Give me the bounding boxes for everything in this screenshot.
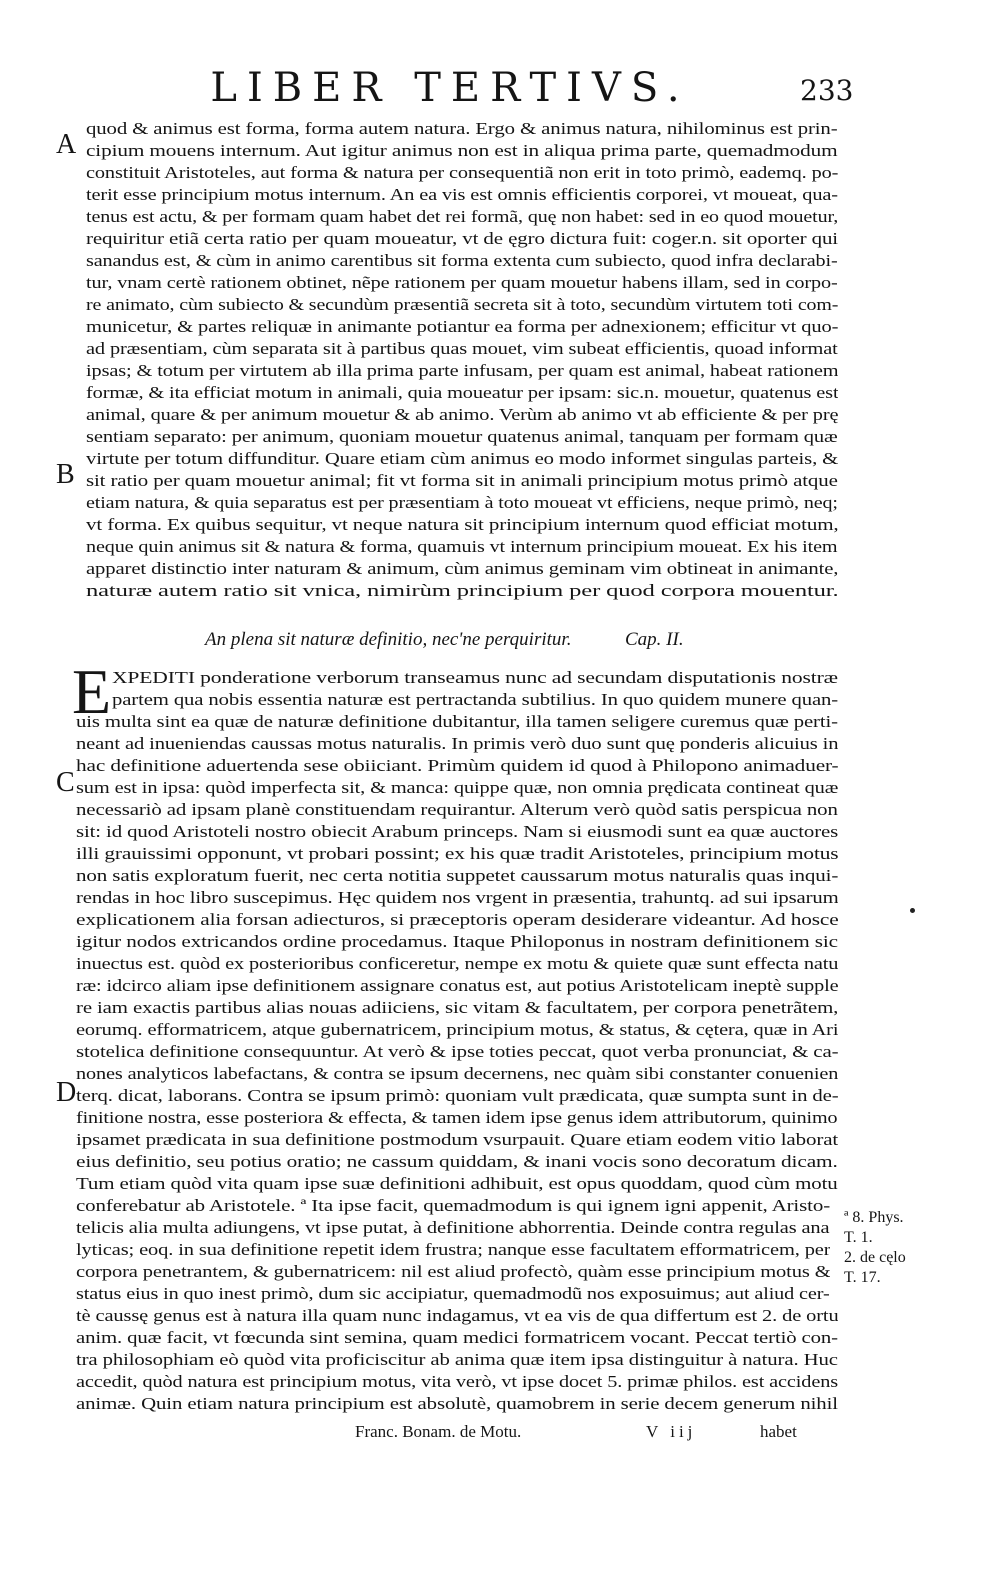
- ink-speck: [910, 908, 915, 913]
- text-line: re iam exactis partibus alias nouas adiiciens, sic vitam & facultatem, per corpora penetrãtem,: [76, 998, 839, 1017]
- side-note: T. 1.: [844, 1229, 873, 1246]
- text-line: sanandus est, & cùm in animo carentibus sit forma extenta cum subiecto, quod infra declarabi-: [86, 251, 838, 270]
- text-line: explicationem alia forsan adiecturos, si præceptoris operam desiderare videantur. Ad hosce: [76, 910, 839, 929]
- side-note: 2. de cęlo: [844, 1249, 906, 1266]
- margin-letter-d: D: [56, 1077, 77, 1108]
- text-line: conferebatur ab Aristotele. ª Ita ipse facit, quemadmodum is qui ignem igni appenit, Aristo-: [76, 1196, 831, 1215]
- text-line: re animato, cùm subiecto & secundùm præsentiã secreta sit à toto, secundùm virtutem toti com-: [86, 295, 839, 314]
- text-line: animal, quare & per animum mouetur & ab animo. Verùm ab animo vt ab efficiente & per prę: [86, 405, 839, 424]
- text-line: neant ad inueniendas caussas motus naturalis. In primis verò duo sunt quę ponderis alicuius in: [76, 734, 839, 753]
- text-line: constituit Aristoteles, aut forma & natura per consequentiã non erit in toto primò, eademq. po-: [86, 163, 839, 182]
- text-line: status eius in quo inest primò, dum sic accipiatur, quemadmodũ nos exposuimus; aut aliud cer-: [76, 1284, 830, 1303]
- text-line: nones analyticos labefactans, & contra se ipsum decernens, nec quàm sibi constanter conuenien: [76, 1064, 839, 1083]
- text-line: animæ. Quin etiam natura principium est absolutè, quamobrem in serie decem generum nihil: [76, 1394, 838, 1413]
- text-line: tra philosophiam eò quòd vita proficiscitur ab anima quæ item ipsa distinguitur à natura. Huc: [76, 1350, 838, 1369]
- text-line: accedit, quòd natura est principium motus, vita verò, vt ipse docet 5. primæ philos. est accidens: [76, 1372, 838, 1391]
- text-line: non satis exploratum fuerit, nec certa notitia suppetet caussarum motus naturalis quas inqui-: [76, 866, 839, 885]
- text-line: ipsamet prædicata in sua definitione postmodum vsurpauit. Quare etiam eodem vitio laborat: [76, 1130, 839, 1149]
- text-line: neque quin animus sit & natura & forma, quamuis vt internum principium moueat. Ex his item: [86, 537, 838, 556]
- text-line: terq. dicat, laborans. Contra se ipsum primò: quoniam vult prædicata, quæ sumpta sunt in de-: [76, 1086, 839, 1105]
- text-line: sit: id quod Aristoteli nostro obiecit Arabum princeps. Nam si eiusmodi sunt ea quæ auctores: [76, 822, 839, 841]
- text-line: finitione nostra, esse posteriora & effecta, & tamen idem ipse genus idem attributorum, quinimo: [76, 1108, 838, 1127]
- text-line: rendas in hoc libro suscepimus. Hęc quidem nos vrgent in præsentia, trahuntq. ad sui ipsarum: [76, 888, 839, 907]
- text-line: uis multa sint ea quæ de naturæ definitione dubitantur, illa tamen seligere curemus quæ perti-: [76, 712, 838, 731]
- running-title: LIBER TERTIVS.: [210, 65, 690, 111]
- text-line: partem qua nobis essentia naturæ est pertractanda subtilius. In quo quidem munere quan-: [112, 690, 839, 709]
- text-line: etiam natura, & quia separatus est per præsentiam à toto moueat vt efficiens, neque primò, neq;: [86, 493, 838, 512]
- text-line: igitur nodos extricandos ordine procedamus. Itaque Philoponus in nostram definitionem sic: [76, 932, 838, 951]
- text-line: corpora penetrantem, & gubernatricem: nil est aliud profectò, quàm esse principium motus &: [76, 1262, 831, 1281]
- chapter-number: Cap. II.: [625, 629, 684, 650]
- text-line: municetur, & partes reliquæ in animante potiantur ea forma per adnexionem; efficitur vt quo-: [86, 317, 839, 336]
- text-line: apparet distinctio inter naturam & animum, cùm animus geminam vim obtineat in animante,: [86, 559, 839, 578]
- text-line: XPEDITI ponderatione verborum transeamus nunc ad secundam disputationis nostræ: [112, 668, 838, 687]
- text-line: Tum etiam quòd vita quam ipse suæ definitioni adhibuit, est opus quoddam, quod cùm motu: [76, 1174, 838, 1193]
- text-line: tur, vnam certè rationem obtinet, nẽpe rationem per quam mouetur habens illam, sed in corpo-: [86, 273, 838, 292]
- margin-letter-b: B: [56, 459, 75, 490]
- text-line: ræ: idcirco aliam ipse definitionem assignare conatus est, aut potius Aristotelicam ineptè supple: [76, 976, 839, 995]
- chapter-heading: [205, 628, 805, 652]
- text-line: eorumq. efformatricem, atque gubernatricem, principium motus, & status, & cętera, quæ in Ari: [76, 1020, 839, 1039]
- text-line: cipium mouens internum. Aut igitur animus non est in aliqua prima parte, quemadmodum: [86, 141, 838, 160]
- text-line: eius definitio, seu potius oratio; ne cassum quiddam, & inani vocis sono decoratum dicam.: [76, 1152, 838, 1171]
- text-line: stotelica definitione consequuntur. At verò & ipse toties peccat, quot verba pronunciat, & ca-: [76, 1042, 839, 1061]
- text-line: lyticas; eoq. in sua definitione repetit idem frustra; nanque esse facultatem efformatricem, per: [76, 1240, 831, 1259]
- text-line: ad præsentiam, cùm separata sit à partibus quas mouet, vim subeat efficientis, quoad informat: [86, 339, 838, 358]
- text-line: terit esse principium motus internum. An ea vis est omnis efficientis corporei, vt moueat, qua-: [86, 185, 838, 204]
- footer-author: Franc. Bonam. de Motu.: [355, 1422, 522, 1441]
- text-line: vt forma. Ex quibus sequitur, vt neque natura sit principium internum quod efficiat motum,: [86, 515, 839, 534]
- text-line: formæ, & ita efficiat motum in animali, quia moueatur per ipsam: sic.n. mouetur, quatenus est: [86, 383, 839, 402]
- text-line: necessariò ad ipsam planè constituendam requirantur. Alterum verò quòd satis perspicua non: [76, 800, 838, 819]
- initial-capital: E: [72, 656, 112, 727]
- text-line: requiritur etiã certa ratio per quam moueatur, vt de ęgro dictura fuit: coger.n. sit oporter qui: [86, 229, 839, 248]
- text-line: virtute per totum diffunditur. Quare etiam cùm animus eo modo informet singulas parteis, &: [86, 449, 839, 468]
- text-line: sentiam separato: per animum, quoniam mouetur quatenus animal, tanquam per formam quæ: [86, 427, 838, 446]
- text-line: ipsas; & totum per virtutem ab illa prima parte infusam, per quam est animal, habeat rationem: [86, 361, 839, 380]
- text-line: tenus est actu, & per formam quam habet det rei formã, quę non habet: sed in eo quod mouetur,: [86, 207, 839, 226]
- text-line: inuectus est. quòd ex posterioribus conficeretur, nempe ex motu & quiete quæ sunt effecta natu: [76, 954, 839, 973]
- text-line: quod & animus est forma, forma autem natura. Ergo & animus natura, nihilominus est prin-: [86, 119, 838, 138]
- text-line: sum est in ipsa: quòd imperfecta sit, & manca: quippe quæ, non omnia prędicata contineat quæ: [76, 778, 839, 797]
- text-line: illi grauissimi opponunt, vt probari possint; ex his quæ tradit Aristoteles, principium motus: [76, 844, 839, 863]
- text-line: telicis alia multa adiungens, vt ipse putat, à definitione abhorrentia. Deinde contra regulas ana: [76, 1218, 830, 1237]
- side-note: ª 8. Phys.: [844, 1209, 904, 1226]
- margin-letter-a: A: [56, 129, 77, 160]
- page-number: 233: [800, 74, 854, 107]
- text-line: hac definitione aduertenda sese obiiciant. Primùm quidem id quod à Philopono animaduer-: [76, 756, 839, 775]
- text-line: naturæ autem ratio sit vnica, nimirùm principium per quod corpora mouentur.: [86, 581, 839, 600]
- text-line: tè caussę genus est à natura illa quam nunc indagamus, vt ea vis de qua differtum est 2. de ortu: [76, 1306, 839, 1325]
- side-note: T. 17.: [844, 1269, 881, 1286]
- text-line: anim. quæ facit, vt fœcunda sint semina, quam medici formatricem vocant. Peccat tertiò con-: [76, 1328, 838, 1347]
- footer-catchword: habet: [760, 1422, 797, 1441]
- chapter-title: An plena sit naturæ definitio, nec'ne perquiritur.: [205, 629, 572, 650]
- margin-letter-c: C: [56, 767, 75, 798]
- footer-signature: V iij: [646, 1422, 697, 1441]
- text-line: sit ratio per quam mouetur animal; fit vt forma sit in animali principium motus primò atque: [86, 471, 838, 490]
